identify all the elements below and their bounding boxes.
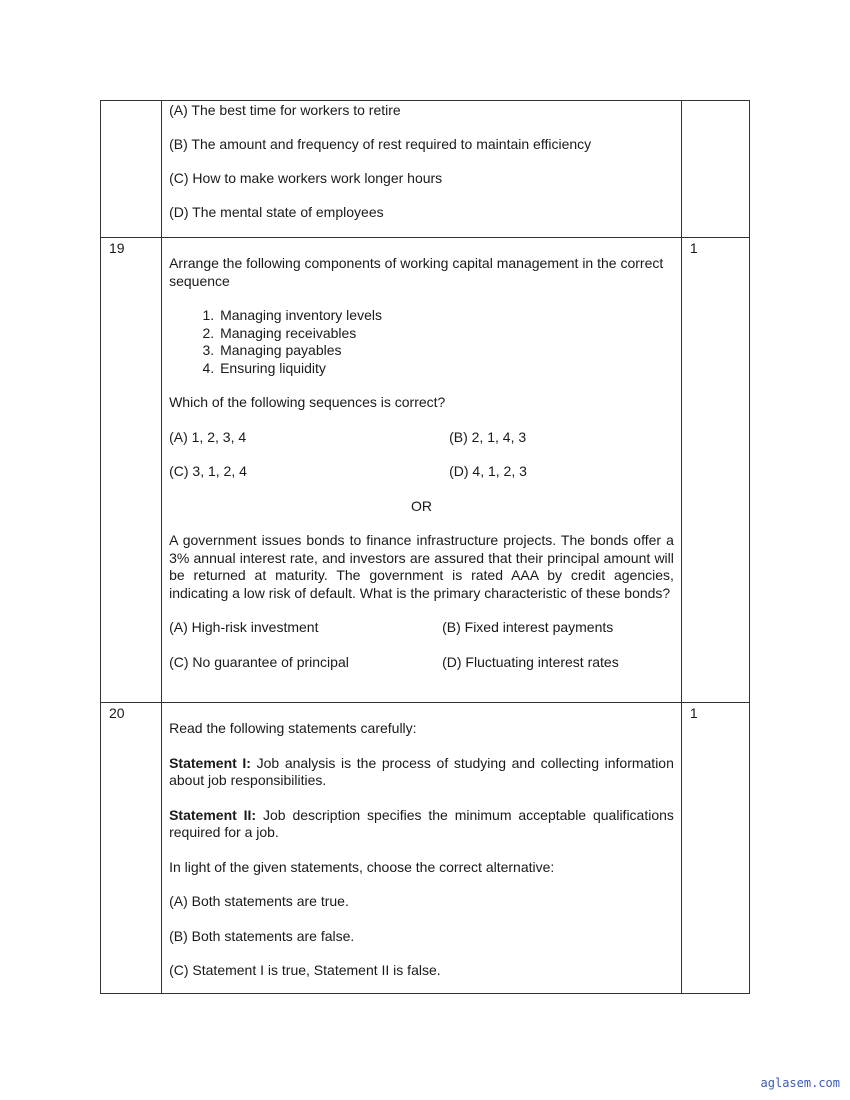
options-row-cd bbox=[169, 463, 674, 481]
question-18-row bbox=[101, 101, 750, 238]
component-list bbox=[169, 307, 674, 377]
question-number-cell bbox=[101, 101, 162, 238]
option-b: (B) Both statements are false. bbox=[169, 927, 355, 944]
list-item: 2. Managing receivables bbox=[218, 325, 674, 343]
option-c: (C) Statement I is true, Statement II is false. bbox=[169, 962, 441, 978]
statement-2-text: Job description specifies the minimum acceptable qualifications required for a job. bbox=[169, 806, 674, 840]
alt-option-b: (B) Fixed interest payments bbox=[442, 619, 614, 635]
option-a: (A) Both statements are true. bbox=[169, 893, 349, 909]
question-prompt: Arrange the following components of working capital management in the correct sequence bbox=[169, 255, 664, 289]
option-a: (A) The best time for workers to retire bbox=[169, 102, 401, 118]
list-item: 1. Managing inventory levels bbox=[218, 307, 674, 325]
question-19-row bbox=[101, 238, 750, 703]
marks-cell bbox=[681, 101, 749, 238]
option-c: (C) 3, 1, 2, 4 bbox=[169, 463, 247, 479]
statement-2-label: Statement II: bbox=[169, 806, 257, 823]
or-separator: OR bbox=[410, 497, 432, 514]
question-prompt: Read the following statements carefully: bbox=[169, 720, 417, 736]
statement-2 bbox=[169, 807, 674, 842]
statement-1-text: Job analysis is the process of studying and collecting information about job responsibilities. bbox=[169, 754, 674, 788]
alt-option-c: (C) No guarantee of principal bbox=[169, 653, 349, 670]
marks: 1 bbox=[681, 238, 749, 703]
option-d: (D) 4, 1, 2, 3 bbox=[449, 463, 527, 479]
list-item: 3. Managing payables bbox=[218, 342, 674, 360]
options-row-ab bbox=[169, 429, 674, 447]
option-c: (C) How to make workers work longer hours bbox=[169, 170, 443, 186]
question-20-body bbox=[162, 703, 682, 994]
question-20-row bbox=[101, 703, 750, 994]
option-a: (A) 1, 2, 3, 4 bbox=[169, 428, 247, 445]
alt-option-a: (A) High-risk investment bbox=[169, 619, 319, 635]
option-b: (B) The amount and frequency of rest required to maintain efficiency bbox=[169, 136, 592, 152]
alt-question-prompt: A government issues bonds to finance infrastructure projects. The bonds offer a 3% annual interest rate, and investors are assured that their principal amount will be returned at maturity. The government is rated AAA by credit agencies, indicating a low risk of default. What is the primary characteristic of these bonds? bbox=[169, 532, 674, 601]
question-text: Which of the following sequences is correct? bbox=[169, 394, 446, 410]
option-b: (B) 2, 1, 4, 3 bbox=[449, 428, 527, 445]
marks: 1 bbox=[681, 703, 749, 994]
question-number: 20 bbox=[101, 703, 162, 994]
question-19-body bbox=[162, 238, 682, 703]
site-watermark[interactable]: aglasem.com bbox=[760, 1076, 840, 1090]
option-d: (D) The mental state of employees bbox=[169, 204, 384, 220]
alt-options-row-ab bbox=[169, 619, 674, 637]
list-item: 4. Ensuring liquidity bbox=[218, 360, 674, 378]
question-number: 19 bbox=[101, 238, 162, 703]
alt-options-row-cd bbox=[169, 654, 674, 672]
instruction: In light of the given statements, choose the correct alternative: bbox=[169, 858, 555, 875]
statement-1-label: Statement I: bbox=[169, 754, 251, 771]
question-table bbox=[100, 100, 750, 994]
question-18-body bbox=[162, 101, 682, 238]
alt-option-d: (D) Fluctuating interest rates bbox=[442, 653, 619, 670]
statement-1 bbox=[169, 755, 674, 790]
